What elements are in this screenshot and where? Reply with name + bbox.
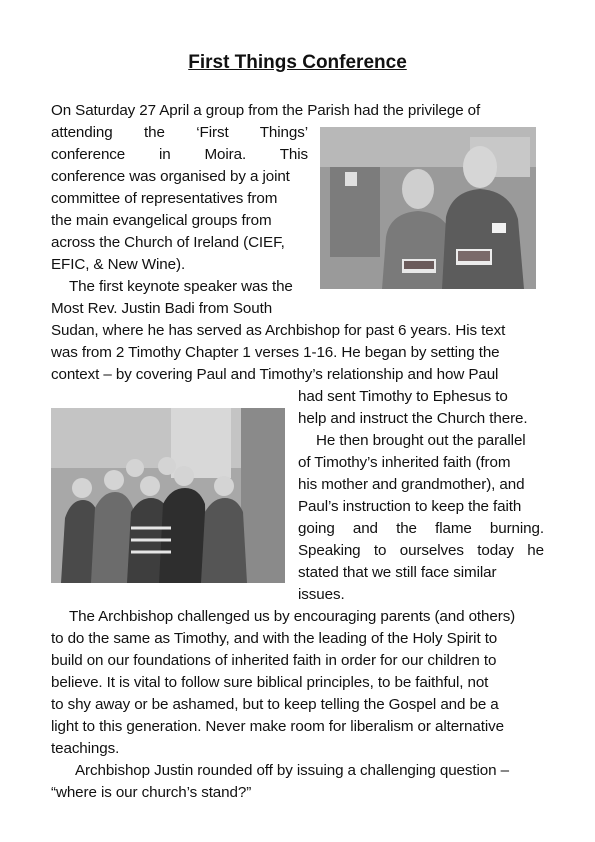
text-line: The Archbishop challenged us by encouraging parents (and others): [69, 608, 516, 625]
text-line: had sent Timothy to Ephesus to: [298, 388, 508, 405]
text-line: conference in Moira. This: [51, 146, 308, 163]
text-line: The first keynote speaker was the: [69, 278, 293, 295]
text-line: issues.: [298, 586, 345, 603]
text-line: committee of representatives from: [51, 190, 278, 207]
text-line: was from 2 Timothy Chapter 1 verses 1-16. He began by setting the: [51, 344, 500, 361]
text-line: Sudan, where he has served as Archbishop for past 6 years. His text: [51, 322, 506, 339]
page-title: First Things Conference: [188, 52, 407, 73]
text-line: Most Rev. Justin Badi from South: [51, 300, 273, 317]
text-line: “where is our church’s stand?”: [51, 784, 252, 801]
text-line: Speaking to ourselves today he: [298, 542, 544, 559]
text-line: to do the same as Timothy, and with the leading of the Holy Spirit to: [51, 630, 498, 647]
text-line: going and the flame burning.: [298, 520, 544, 537]
text-line: attending the ‘First Things’: [51, 124, 308, 141]
text-line: light to this generation. Never make room for liberalism or alternative: [51, 718, 504, 735]
text-line: conference was organised by a joint: [51, 168, 290, 185]
text-line: help and instruct the Church there.: [298, 410, 528, 427]
text-line: He then brought out the parallel: [316, 432, 526, 449]
text-line: to shy away or be ashamed, but to keep telling the Gospel and be a: [51, 696, 499, 713]
text-line: his mother and grandmother), and: [298, 476, 525, 493]
text-line: the main evangelical groups from: [51, 212, 272, 229]
text-line: believe. It is vital to follow sure biblical principles, to be faithful, not: [51, 674, 489, 691]
text-line: context – by covering Paul and Timothy’s relationship and how Paul: [51, 366, 499, 383]
text-line: stated that we still face similar: [298, 564, 497, 581]
text-line: Paul’s instruction to keep the faith: [298, 498, 522, 515]
text-line: EFIC, & New Wine).: [51, 256, 186, 273]
photo-two-men: [320, 127, 536, 289]
text-line: of Timothy’s inherited faith (from: [298, 454, 511, 471]
photo-group: [51, 408, 285, 583]
text-line: Archbishop Justin rounded off by issuing a challenging question –: [75, 762, 509, 779]
text-line: On Saturday 27 April a group from the Parish had the privilege of: [51, 102, 481, 119]
text-line: across the Church of Ireland (CIEF,: [51, 234, 285, 251]
text-line: teachings.: [51, 740, 120, 757]
text-line: build on our foundations of inherited faith in order for our children to: [51, 652, 497, 669]
